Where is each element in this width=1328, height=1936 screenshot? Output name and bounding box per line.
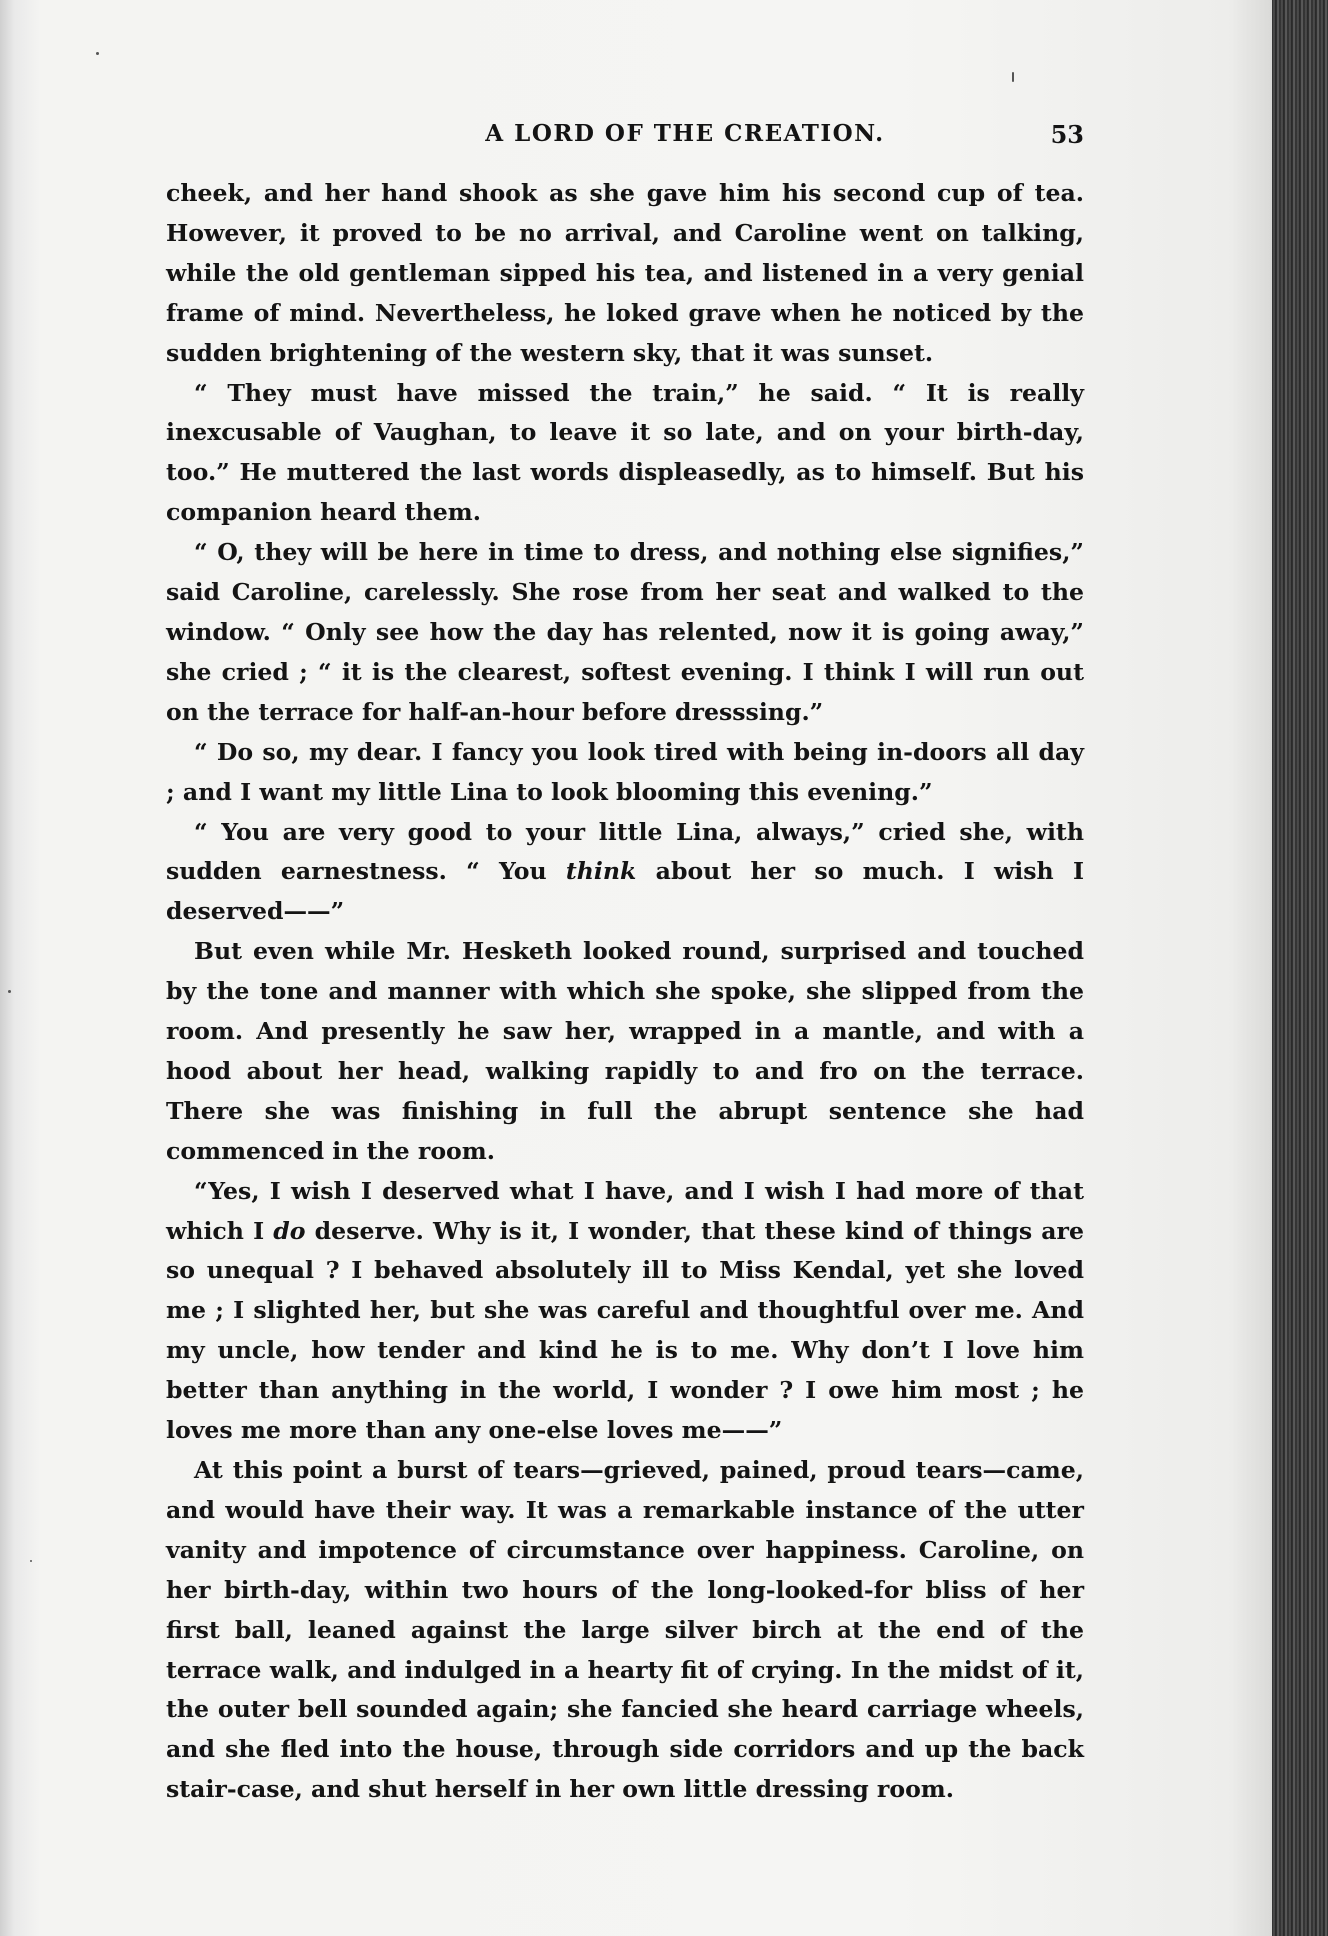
paragraph: “ They must have missed the train,” he said. “ It is really inexcusable of Vaughan, to leave it so late, and on your birth-day, too.” He muttered the last words displeasedly, as to himself. But his companion heard them. [166, 378, 1084, 527]
paragraph: But even while Mr. Hesketh looked round, surprised and touched by the tone and manner with which she spoke, she slipped from the room. And presently he saw her, wrapped in a mantle, and with a hood about her head, walking rapidly to and fro on the terrace. There she was finishing in full the abrupt sentence she had commenced in the room. [166, 937, 1084, 1165]
paragraph: “ Do so, my dear. I fancy you look tired with being in-doors all day ; and I want my little Lina to look blooming this evening.” [166, 737, 1084, 806]
paragraph: cheek, and her hand shook as she gave him his second cup of tea. However, it proved to be no arrival, and Caroline went on talking, while the old gentleman sipped his tea, and listened in a very genial frame of mind. Nevertheless, he loked grave when he noticed by the sudden brightening of the western sky, that it was sunset. [166, 179, 1084, 367]
scan-speck [1012, 72, 1014, 82]
paragraph-text: “ You are very good to your little Lina, always,” cried she, with sudden earnestness. “ You [166, 817, 1084, 886]
scan-speck [8, 990, 11, 993]
emphasized-word: do [273, 1216, 306, 1245]
book-spine-edge [1272, 0, 1328, 1936]
paragraph-text: deserve. Why is it, I wonder, that these kind of things are so unequal ? I behaved absolutely ill to Miss Kendal, yet she loved me ; I slighted her, but she was careful and thoughtful over me. And my uncle, how tender and kind he is to me. Why don’t I love him better than anything in the world, I wonder ? I owe him most ; he loves me more than any one-else loves me——” [166, 1216, 1084, 1445]
paragraph [166, 1172, 1084, 1451]
scan-speck [30, 1560, 32, 1562]
body-text [166, 174, 1084, 1810]
paragraph-text: “Yes, I wish I deserved what I have, and I wish I had more of that which I [166, 1176, 1084, 1245]
paragraph: “ O, they will be here in time to dress, and nothing else signifies,” said Caroline, carelessly. She rose from her seat and walked to the window. “ Only see how the day has relented, now it is going away,” she cried ; “ it is the clearest, softest evening. I think I will run out on the terrace for half-an-hour before dresssing.” [166, 538, 1084, 726]
paragraph: At this point a burst of tears—grieved, pained, proud tears—came, and would have their way. It was a remarkable instance of the utter vanity and impotence of circumstance over happiness. Caroline, on her birth-day, within two hours of the long-looked-for bliss of her first ball, leaned against the large silver birch at the end of the terrace walk, and indulged in a hearty fit of crying. In the midst of it, the outer bell sounded again; she fancied she heard carriage wheels, and she fled into the house, through side corridors and up the back stair-case, and shut herself in her own little dressing room. [166, 1456, 1084, 1804]
page-header [166, 120, 1084, 154]
scan-speck [96, 52, 99, 55]
emphasized-word: think [565, 857, 637, 886]
paragraph [166, 813, 1084, 933]
page-number: 53 [1050, 120, 1084, 149]
paragraph-text: about her so much. I wish I deserved——” [166, 857, 1084, 926]
running-title: A LORD OF THE CREATION. [485, 120, 885, 147]
